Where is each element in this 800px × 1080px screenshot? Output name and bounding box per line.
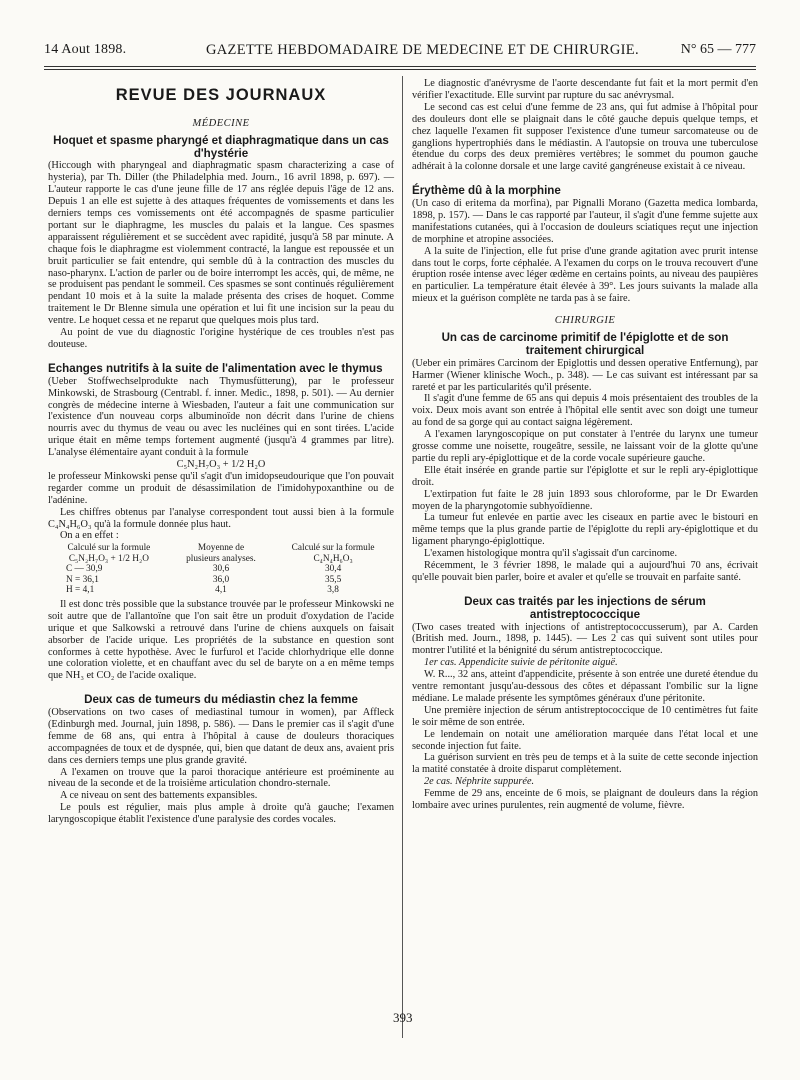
table-cell: 4,1 xyxy=(215,585,227,596)
table-row xyxy=(48,554,394,565)
article-title: Deux cas de tumeurs du médiastin chez la femme xyxy=(84,693,358,707)
page-number: 393 xyxy=(393,1010,413,1025)
column-divider xyxy=(402,76,403,1038)
left-column xyxy=(48,80,394,826)
table-cell: 30,4 xyxy=(324,564,342,575)
table-cell: C — 30,9 xyxy=(66,564,103,575)
table-cell: 35,5 xyxy=(324,574,342,585)
table-row xyxy=(48,585,394,596)
section-title: REVUE DES JOURNAUX xyxy=(115,86,327,104)
table-cell: 30,6 xyxy=(212,564,230,575)
paragraph: (Hiccough with pharyngeal and diaphragmatic spasm characterizing a case of hysteria), par Th. Diller (the Philadelphia med. Journ., 16 avril 1898, p. 697). — L'auteur rapporte le cas d'une jeune fille de 17 ans réglée depuis l'âge de 12 ans. Depuis 1 an elle est sujette à des attaques fréquentes de vomissements et dans les derniers temps ces vomissements ont été accompagnés de spasme particulier portant sur le diaphragme, les muscles du palais et la langue. Ces spasmes apparaissent régulièrement et se succèdent avec rapidité, jusqu'à 58 par minute. A chaque fois le diaphragme est violemment contracté, la langue est repoussée et un bruit particulier se fait entendre, qui semble dû à la contraction des muscles du naso-pharynx. L'action de parler ou de boire interrompt les accès, qui, de même, ne se produisent pas pendant le sommeil. Ces spasmes se sont continués régulièrement pendant 10 mois et à la suite la malade présenta des crises de hoquet. Comme traitement le Dr Blenne simula une opération et lui fit une incision sur la peau du ventre. Le hoquet cessa et ne reparut que quelques mois plus tard. xyxy=(48,160,394,327)
table-row xyxy=(48,575,394,586)
paragraph: A l'examen on trouve que la paroi thoracique antérieure est proéminente au niveau de la seconde et de la troisième articulation chondro-sternale. xyxy=(48,766,394,790)
paragraph: le professeur Minkowski pense qu'il s'agit d'un imidopseudourique que l'on pouvait regarder comme un produit de désassimilation de l'imidohypoxanthine ou de l'adénine. xyxy=(48,470,394,506)
paragraph: Le second cas est celui d'une femme de 23 ans, qui fut admise à l'hôpital pour des douleurs dont elle se plaignait dans le côté gauche depuis quelque temps, et chez laquelle l'examen fit supposer l'existence d'une tumeur sarcomateuse ou de ganglions hypertrophiés dans le médiastin. A l'autopsie on trouva une tuberculose étendue du corps des deux premières vertèbres; le sommet du poumon gauche adhérait à la colonne dorsale et une large cavité gangréneuse existait à ce niveau. xyxy=(412,101,758,173)
paragraph: A ce niveau on sent des battements expansibles. xyxy=(60,790,258,802)
table-header: Moyenne de xyxy=(197,543,245,554)
paragraph: Au point de vue du diagnostic l'origine hystérique de ces troubles n'est pas douteuse. xyxy=(48,327,394,350)
paragraph: 1er cas. Appendicite suivie de péritonite aiguë. xyxy=(424,657,618,669)
subsection-title: CHIRURGIE xyxy=(554,315,616,327)
chemical-formula: C₅N₂H₇O₃ + 1/2 H₂O xyxy=(176,459,266,471)
table-header: Calculé sur la formule xyxy=(291,543,375,554)
article-title: Un cas de carcinome primitif de l'épiglotte et de son traitement chirurgical xyxy=(441,331,729,357)
analysis-table xyxy=(48,543,394,596)
issue-number: N° 65 — 777 xyxy=(680,42,756,57)
article-title: Érythème dû à la morphine xyxy=(412,184,561,198)
paragraph: On a en effet : xyxy=(60,530,119,542)
paragraph: (Un caso di eritema da morfina), par Pignalli Morano (Gazetta medica lombarda, 1898, p. 157). — Dans le cas rapporté par l'auteur, il s'agit d'une femme sujette aux manifestations cutanées, qui à l'occasion de douleurs sciatiques reçut une injection de morphine et atropine associées. xyxy=(412,198,758,245)
table-header: C₅N₂H₇O₃ + 1/2 H₂O xyxy=(68,553,149,564)
paragraph: L'examen histologique montra qu'il s'agissait d'un carcinome. xyxy=(424,548,678,560)
paragraph: (Ueber Stoffwechselprodukte nach Thymusfütterung), par le professeur Minkowski, de Strasbourg (Centrabl. f. inner. Medic., 1898, p. 501). — Au dernier congrès de médecine interne à Wiesbaden, l'auteur a fait une communication sur l'existence d'un nouveau corps albuminoïde non décrit dans l'urine de chiens nourris avec du thymus de veau ou avec les nucléines qui en sont tirées. L'acide urique était en même temps fortement augmenté (jusqu'à 4 grammes par litre). L'analyse élémentaire ayant conduit à la formule xyxy=(48,375,394,459)
paragraph: Le lendemain on notait une amélioration marquée dans l'état local et une seconde injection fut faite. xyxy=(412,728,758,752)
journal-title: GAZETTE HEBDOMADAIRE DE MEDECINE ET DE CHIRURGIE. xyxy=(206,42,639,58)
subsection-title: MÉDECINE xyxy=(192,117,250,129)
paragraph: A la suite de l'injection, elle fut prise d'une grande agitation avec prurit intense dans tout le corps, forte céphalée. A l'examen du corps on le trouva recouvert d'une éruption rosée intense avec léger œdème en certains points, au niveau des paupières en particulier. La température était élevée à 39°. Les jours suivants la malade alla mieux et la guérison complète ne tarda pas à se faire. xyxy=(412,245,758,305)
table-cell: 36,0 xyxy=(212,574,230,585)
paragraph: Il est donc très possible que la substance trouvée par le professeur Minkowski ne soit autre que de l'allantoïne que l'on sait être un produit d'oxydation de l'acide urique et que Salkowski a retrouvé dans l'urine de chiens auxquels on faisait absorber de l'acide urique. Les propriétés de la substance en question sont conformes à cette hypothèse. Avec le furfurol et l'acide chlorhydrique elle donne une coloration violette, et en chauffant avec du sel de baryte on a en même temps que NH₃ et CO₂ de l'acide oxalique. xyxy=(48,598,394,682)
paragraph: Les chiffres obtenus par l'analyse correspondent tout aussi bien à la formule C₄N₄H₆O₃ qu'à la formule donnée plus haut. xyxy=(48,506,394,530)
paragraph: A l'examen laryngoscopique on put constater à l'entrée du larynx une tumeur grosse comme une noisette, rougeâtre, sessile, ne laissant voir de la glotte qu'une partie du repli ary-épiglottique et de la corde vocale supérieure gauche. xyxy=(412,429,758,464)
paragraph: Récemment, le 3 février 1898, le malade qui a aujourd'hui 70 ans, écrivait qu'elle pouvait bien parler, boire et avaler et qu'elle se trouvait en parfaite santé. xyxy=(412,560,758,584)
paragraph: Une première injection de sérum antistreptococcique de 10 centimètres fut faite le soir même de son entrée. xyxy=(412,704,758,728)
table-row xyxy=(48,543,394,554)
paragraph: 2e cas. Néphrite suppurée. xyxy=(424,776,535,788)
table-cell: 3,8 xyxy=(327,585,339,596)
paragraph: La guérison survient en très peu de temps et à la suite de cette seconde injection la matité constatée à droite disparut complètement. xyxy=(412,752,758,776)
table-cell: H = 4,1 xyxy=(66,585,95,596)
paragraph: Le pouls est régulier, mais plus ample à droite qu'à gauche; l'examen laryngoscopique établit l'existence d'une paralysie des cordes vocales. xyxy=(48,802,394,826)
paragraph: W. R..., 32 ans, atteint d'appendicite, présente à son entrée une dureté étendue du ventre remontant jusqu'au-dessous des côtes et dépassant l'ombilic sur la ligne médiane. Le malade présente les symptômes généraux d'une péritonite. xyxy=(412,669,758,704)
paragraph: Femme de 29 ans, enceinte de 6 mois, se plaignant de douleurs dans la région lombaire avec urines purulentes, rein augmenté de volume, fièvre. xyxy=(412,788,758,812)
right-column xyxy=(412,78,758,812)
paragraph: (Two cases treated with injections of antistreptococcusserum), par A. Carden (British med. Journ., 1898, p. 1445). — Les 2 cas qui suivent sont utiles pour montrer l'utilité et la bénignité du sérum antistreptococcique. xyxy=(412,621,758,657)
table-header: plusieurs analyses. xyxy=(186,553,256,564)
paragraph: Elle était insérée en grande partie sur l'épiglotte et sur le repli ary-épiglottique droit. xyxy=(412,464,758,488)
paragraph: L'extirpation fut faite le 28 juin 1893 sous chloroforme, par le Dr Ewarden moyen de la pharyngotomie subhyoïdienne. xyxy=(412,488,758,512)
header-rule xyxy=(44,66,756,67)
page-header xyxy=(44,40,756,62)
issue-date: 14 Aout 1898. xyxy=(44,42,127,57)
table-row xyxy=(48,564,394,575)
paragraph: Le diagnostic d'anévrysme de l'aorte descendante fut fait et la mort permit d'en vérifier l'exactitude. Elle survint par rupture du sac anévrysmal. xyxy=(412,78,758,101)
header-rule-2 xyxy=(44,69,756,70)
article-title: Deux cas traités par les injections de sérum antistreptococcique xyxy=(464,594,706,621)
paragraph: (Ueber ein primäres Carcinom der Epiglottis und dessen operative Entfernung), par Harmer (Wiener klinische Woch., p. 348). — Le cas suivant est intéressant par sa rareté et par les particularités qu'il présente. xyxy=(412,357,758,393)
table-header: C₄N₄H₆O₃ xyxy=(313,553,353,564)
paragraph: La tumeur fut enlevée en partie avec les ciseaux en partie avec le bistouri en même temps que la plus grande partie de l'épiglotte du repli ary-épiglottique et du ligament pharyngo-épiglottique. xyxy=(412,512,758,548)
article-title: Echanges nutritifs à la suite de l'alimentation avec le thymus xyxy=(48,361,383,375)
table-cell: N = 36,1 xyxy=(66,574,99,585)
paragraph: (Observations on two cases of mediastinal tumour in women), par Affleck (Edinburgh med. Journal, juin 1898, p. 586). — Dans le premier cas il s'agit d'une femme de 68 ans, qui entra à l'hôpital à cause de douleurs thoraciques accompagnées de toux et de dyspnée, qui, bien que datant de deux ans, avaient pris dans ces derniers temps une plus grande gravité. xyxy=(48,707,394,766)
table-header: Calculé sur la formule xyxy=(67,543,151,554)
paragraph: Il s'agit d'une femme de 65 ans qui depuis 4 mois présentaient des troubles de la voix. Deux mois avant son entrée à l'hôpital elle sentit avec son doigt une tumeur au fond de sa gorge qui au contact saigna légèrement. xyxy=(412,393,758,429)
article-title: Hoquet et spasme pharyngé et diaphragmatique dans un cas d'hystérie xyxy=(53,133,389,160)
